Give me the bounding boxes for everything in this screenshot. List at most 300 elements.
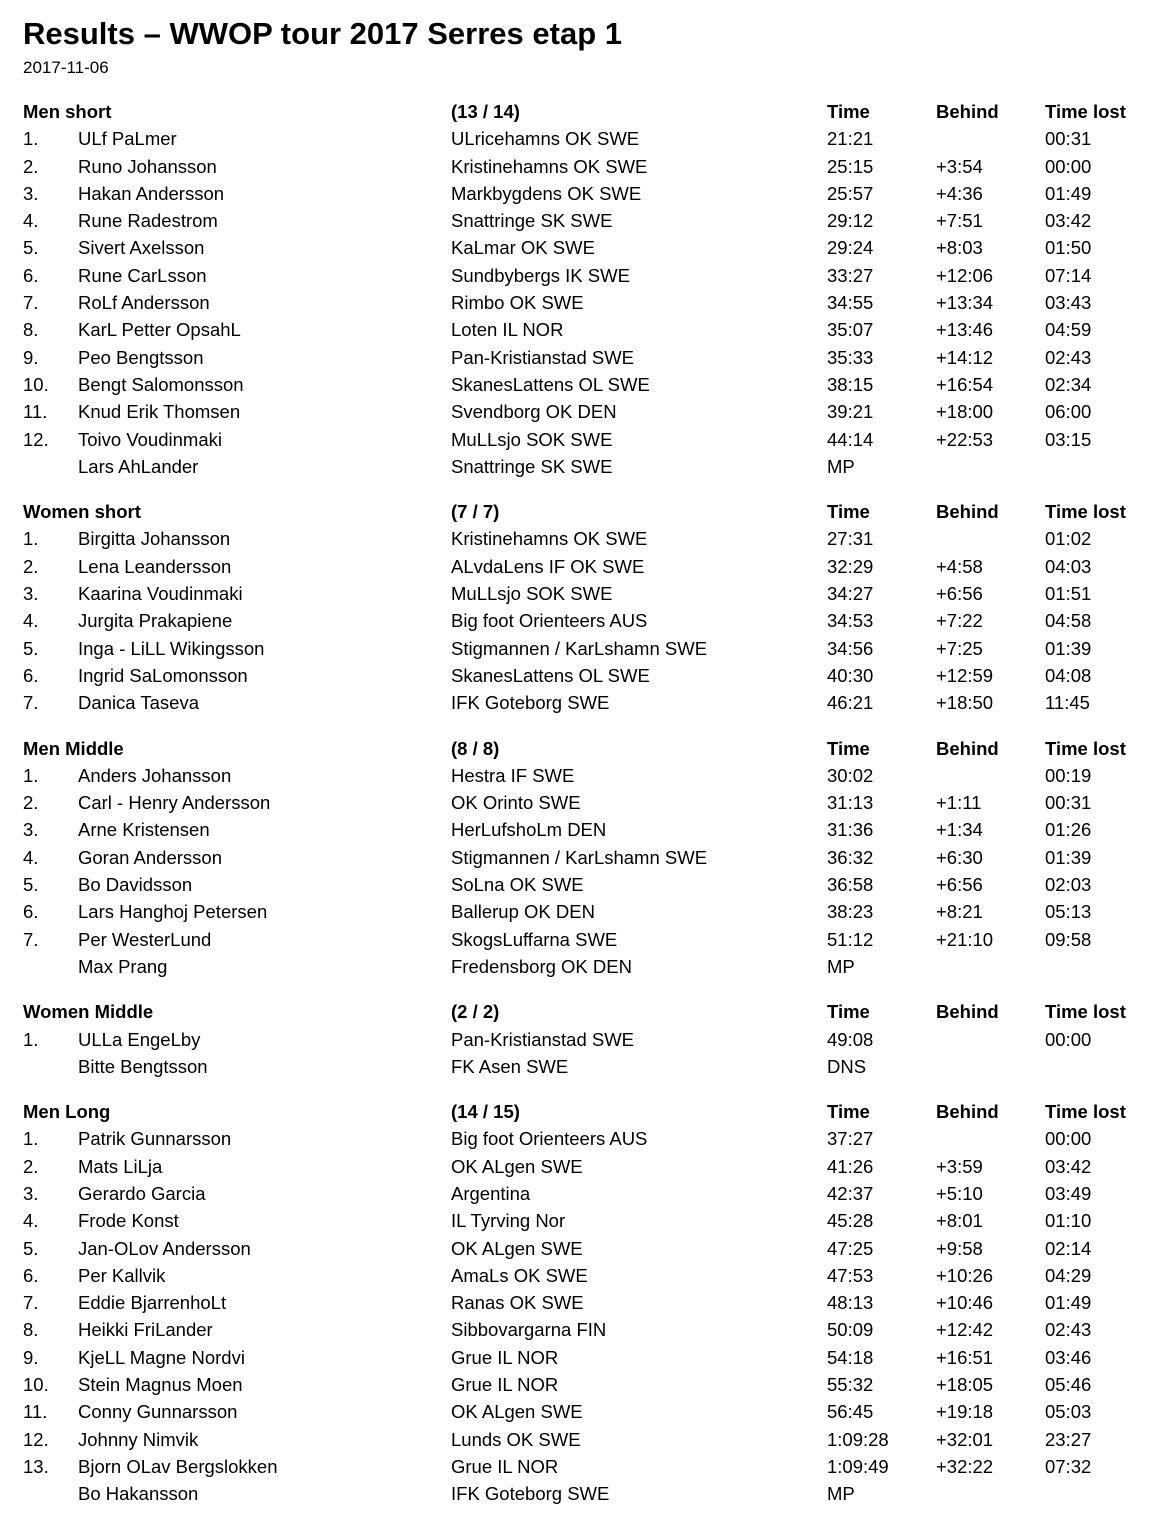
position: 12. (23, 1428, 49, 1450)
result-row (0, 1453, 1155, 1480)
result-row (0, 398, 1155, 425)
time-lost: 04:29 (1045, 1264, 1092, 1286)
section-header (0, 998, 1155, 1025)
finish-time: 35:07 (827, 319, 874, 341)
result-row (0, 180, 1155, 207)
runner-name: Ingrid SaLomonsson (78, 664, 248, 686)
time-lost: 09:58 (1045, 928, 1092, 950)
time-behind: +6:56 (936, 583, 983, 605)
finish-time: 47:25 (827, 1237, 874, 1259)
time-lost-column-header: Time lost (1045, 737, 1126, 759)
club-name: OK Orinto SWE (451, 792, 581, 814)
finish-time: MP (827, 1483, 855, 1505)
time-lost: 06:00 (1045, 401, 1092, 423)
time-behind: +12:06 (936, 264, 994, 286)
club-name: Kristinehamns OK SWE (451, 528, 648, 550)
position: 6. (23, 1264, 39, 1286)
time-behind: +7:51 (936, 210, 983, 232)
result-row (0, 871, 1155, 898)
finish-time: 51:12 (827, 928, 874, 950)
finish-time: 33:27 (827, 264, 874, 286)
finish-time: 45:28 (827, 1210, 874, 1232)
runner-name: Jan-OLov Andersson (78, 1237, 251, 1259)
time-lost: 03:42 (1045, 210, 1092, 232)
finish-time: 39:21 (827, 401, 874, 423)
club-name: Big foot Orienteers AUS (451, 610, 648, 632)
event-date: 2017-11-06 (23, 58, 109, 77)
time-behind: +8:01 (936, 1210, 983, 1232)
time-behind: +10:46 (936, 1292, 994, 1314)
result-row (0, 289, 1155, 316)
time-lost: 00:00 (1045, 1028, 1092, 1050)
finish-time: 37:27 (827, 1128, 874, 1150)
class-name: Men Long (23, 1101, 111, 1123)
result-row (0, 1235, 1155, 1262)
position: 5. (23, 1237, 39, 1259)
time-lost: 01:49 (1045, 182, 1092, 204)
result-row (0, 762, 1155, 789)
time-lost-column-header: Time lost (1045, 1101, 1126, 1123)
runner-name: ULf PaLmer (78, 128, 177, 150)
runner-name: Toivo Voudinmaki (78, 428, 222, 450)
runner-name: Birgitta Johansson (78, 528, 231, 550)
time-lost: 02:14 (1045, 1237, 1092, 1259)
club-name: SoLna OK SWE (451, 874, 584, 896)
result-row (0, 1480, 1155, 1507)
position: 1. (23, 1128, 39, 1150)
result-row (0, 898, 1155, 925)
position: 4. (23, 210, 39, 232)
time-lost: 03:49 (1045, 1182, 1092, 1204)
finish-time: 47:53 (827, 1264, 874, 1286)
page-title: Results – WWOP tour 2017 Serres etap 1 (23, 16, 622, 51)
position: 2. (23, 555, 39, 577)
club-name: Kristinehamns OK SWE (451, 155, 648, 177)
club-name: ALvdaLens IF OK SWE (451, 555, 645, 577)
runner-name: Inga - LiLL Wikingsson (78, 637, 265, 659)
time-lost: 02:34 (1045, 373, 1092, 395)
time-lost: 11:45 (1045, 692, 1090, 714)
time-lost: 04:59 (1045, 319, 1092, 341)
result-row (0, 662, 1155, 689)
time-column-header: Time (827, 1101, 870, 1123)
club-name: IL Tyrving Nor (451, 1210, 566, 1232)
club-name: OK ALgen SWE (451, 1237, 583, 1259)
time-behind: +13:34 (936, 292, 994, 314)
time-behind: +12:59 (936, 664, 994, 686)
club-name: Fredensborg OK DEN (451, 955, 632, 977)
time-lost: 05:46 (1045, 1374, 1092, 1396)
runner-name: Gerardo Garcia (78, 1182, 206, 1204)
runner-name: Carl - Henry Andersson (78, 792, 271, 814)
time-behind: +19:18 (936, 1401, 994, 1423)
finish-time: MP (827, 955, 855, 977)
results-section (0, 1098, 1155, 1507)
result-row (0, 1153, 1155, 1180)
time-lost-column-header: Time lost (1045, 101, 1126, 122)
finish-time: 30:02 (827, 764, 874, 786)
finish-time: 41:26 (827, 1155, 874, 1177)
section-header (0, 1098, 1155, 1125)
position: 7. (23, 292, 39, 314)
club-name: Stigmannen / KarLshamn SWE (451, 846, 708, 868)
club-name: HerLufshoLm DEN (451, 819, 607, 841)
result-row (0, 1207, 1155, 1234)
finish-time: 25:57 (827, 182, 874, 204)
runner-name: Stein Magnus Moen (78, 1374, 243, 1396)
club-name: Rimbo OK SWE (451, 292, 584, 314)
position: 2. (23, 792, 39, 814)
position: 10. (23, 1374, 49, 1396)
club-name: Grue IL NOR (451, 1455, 559, 1477)
club-name: Hestra IF SWE (451, 764, 575, 786)
time-column-header: Time (827, 737, 870, 759)
finish-time: 38:15 (827, 373, 874, 395)
club-name: Snattringe SK SWE (451, 210, 613, 232)
class-count: (13 / 14) (451, 101, 520, 122)
result-row (0, 1053, 1155, 1080)
behind-column-header: Behind (936, 1001, 999, 1023)
result-row (0, 816, 1155, 843)
runner-name: Mats LiLja (78, 1155, 163, 1177)
position: 8. (23, 1319, 39, 1341)
time-lost: 04:08 (1045, 664, 1092, 686)
finish-time: 38:23 (827, 901, 874, 923)
result-row (0, 453, 1155, 480)
behind-column-header: Behind (936, 1101, 999, 1123)
time-behind: +5:10 (936, 1182, 983, 1204)
club-name: Pan-Kristianstad SWE (451, 346, 635, 368)
time-behind: +18:00 (936, 401, 994, 423)
result-row (0, 635, 1155, 662)
result-row (0, 1262, 1155, 1289)
behind-column-header: Behind (936, 501, 999, 523)
finish-time: 32:29 (827, 555, 874, 577)
class-count: (7 / 7) (451, 501, 500, 523)
time-lost: 01:49 (1045, 1292, 1092, 1314)
finish-time: 34:27 (827, 583, 874, 605)
results-section (0, 998, 1155, 1080)
class-count: (14 / 15) (451, 1101, 520, 1123)
position: 11. (23, 1401, 48, 1423)
finish-time: 54:18 (827, 1346, 874, 1368)
time-behind: +32:01 (936, 1428, 994, 1450)
position: 7. (23, 1292, 39, 1314)
club-name: SkogsLuffarna SWE (451, 928, 618, 950)
result-row (0, 344, 1155, 371)
position: 2. (23, 1155, 39, 1177)
section-header (0, 98, 1155, 125)
result-row (0, 1426, 1155, 1453)
result-row (0, 1289, 1155, 1316)
results-section (0, 98, 1155, 480)
time-lost: 01:10 (1045, 1210, 1092, 1232)
result-row (0, 207, 1155, 234)
class-name: Men short (23, 101, 112, 122)
position: 10. (23, 373, 49, 395)
runner-name: Lars Hanghoj Petersen (78, 901, 268, 923)
result-row (0, 525, 1155, 552)
result-row (0, 426, 1155, 453)
result-row (0, 953, 1155, 980)
runner-name: Bo Hakansson (78, 1483, 199, 1505)
finish-time: 35:33 (827, 346, 874, 368)
runner-name: Jurgita Prakapiene (78, 610, 233, 632)
club-name: IFK Goteborg SWE (451, 692, 610, 714)
time-behind: +7:22 (936, 610, 983, 632)
runner-name: Danica Taseva (78, 692, 200, 714)
runner-name: Patrik Gunnarsson (78, 1128, 232, 1150)
time-behind: +18:05 (936, 1374, 994, 1396)
finish-time: 36:32 (827, 846, 874, 868)
time-lost: 03:15 (1045, 428, 1092, 450)
time-lost: 01:51 (1045, 583, 1092, 605)
position: 7. (23, 928, 39, 950)
result-row (0, 789, 1155, 816)
class-count: (2 / 2) (451, 1001, 500, 1023)
position: 4. (23, 1210, 39, 1232)
result-row (0, 926, 1155, 953)
finish-time: 34:56 (827, 637, 874, 659)
result-row (0, 580, 1155, 607)
club-name: Markbygdens OK SWE (451, 182, 642, 204)
time-behind: +4:58 (936, 555, 983, 577)
time-behind: +8:03 (936, 237, 983, 259)
club-name: Grue IL NOR (451, 1374, 559, 1396)
result-row (0, 153, 1155, 180)
finish-time: DNS (827, 1055, 867, 1077)
runner-name: Hakan Andersson (78, 182, 225, 204)
position: 3. (23, 819, 39, 841)
behind-column-header: Behind (936, 101, 999, 122)
runner-name: Frode Konst (78, 1210, 179, 1232)
time-behind: +21:10 (936, 928, 994, 950)
results-content (0, 98, 1155, 1526)
position: 9. (23, 1346, 39, 1368)
position: 8. (23, 319, 39, 341)
time-lost: 05:13 (1045, 901, 1092, 923)
class-name: Men Middle (23, 737, 124, 759)
club-name: Ballerup OK DEN (451, 901, 595, 923)
time-lost: 01:39 (1045, 846, 1092, 868)
position: 13. (23, 1455, 49, 1477)
club-name: MuLLsjo SOK SWE (451, 428, 613, 450)
time-lost: 00:31 (1045, 792, 1092, 814)
club-name: IFK Goteborg SWE (451, 1483, 610, 1505)
runner-name: Goran Andersson (78, 846, 222, 868)
position: 3. (23, 583, 39, 605)
runner-name: Rune Radestrom (78, 210, 218, 232)
time-behind: +6:56 (936, 874, 983, 896)
club-name: OK ALgen SWE (451, 1155, 583, 1177)
position: 6. (23, 664, 39, 686)
time-lost: 07:32 (1045, 1455, 1092, 1477)
position: 6. (23, 901, 39, 923)
time-behind: +32:22 (936, 1455, 994, 1477)
class-count: (8 / 8) (451, 737, 500, 759)
time-lost: 04:03 (1045, 555, 1092, 577)
time-lost: 04:58 (1045, 610, 1092, 632)
time-lost: 00:00 (1045, 155, 1092, 177)
time-lost: 01:39 (1045, 637, 1092, 659)
time-lost: 23:27 (1045, 1428, 1092, 1450)
position: 4. (23, 610, 39, 632)
runner-name: Johnny Nimvik (78, 1428, 199, 1450)
position: 12. (23, 428, 49, 450)
finish-time: 48:13 (827, 1292, 874, 1314)
position: 3. (23, 182, 39, 204)
runner-name: Per WesterLund (78, 928, 212, 950)
time-behind: +3:59 (936, 1155, 983, 1177)
runner-name: Anders Johansson (78, 764, 232, 786)
runner-name: Bitte Bengtsson (78, 1055, 208, 1077)
runner-name: KarL Petter OpsahL (78, 319, 241, 341)
position: 5. (23, 637, 39, 659)
finish-time: 49:08 (827, 1028, 874, 1050)
time-lost: 03:43 (1045, 292, 1092, 314)
time-behind: +18:50 (936, 692, 994, 714)
result-row (0, 125, 1155, 152)
time-behind: +1:11 (936, 792, 982, 814)
club-name: SkanesLattens OL SWE (451, 664, 650, 686)
club-name: Argentina (451, 1182, 531, 1204)
result-row (0, 1026, 1155, 1053)
result-row (0, 1344, 1155, 1371)
time-lost: 07:14 (1045, 264, 1092, 286)
time-column-header: Time (827, 1001, 870, 1023)
finish-time: 1:09:28 (827, 1428, 889, 1450)
result-row (0, 1180, 1155, 1207)
results-section (0, 735, 1155, 981)
time-behind: +16:51 (936, 1346, 994, 1368)
time-behind: +22:53 (936, 428, 994, 450)
position: 1. (23, 128, 39, 150)
result-row (0, 1371, 1155, 1398)
time-behind: +14:12 (936, 346, 994, 368)
runner-name: Lena Leandersson (78, 555, 232, 577)
section-header (0, 498, 1155, 525)
club-name: Big foot Orienteers AUS (451, 1128, 648, 1150)
time-lost-column-header: Time lost (1045, 1001, 1126, 1023)
time-behind: +6:30 (936, 846, 983, 868)
runner-name: Max Prang (78, 955, 168, 977)
result-row (0, 371, 1155, 398)
runner-name: Bjorn OLav Bergslokken (78, 1455, 278, 1477)
position: 5. (23, 874, 39, 896)
time-behind: +4:36 (936, 182, 983, 204)
club-name: SkanesLattens OL SWE (451, 373, 650, 395)
club-name: Stigmannen / KarLshamn SWE (451, 637, 708, 659)
club-name: Grue IL NOR (451, 1346, 559, 1368)
finish-time: 25:15 (827, 155, 874, 177)
club-name: Svendborg OK DEN (451, 401, 617, 423)
position: 1. (23, 1028, 39, 1050)
time-lost: 00:19 (1045, 764, 1092, 786)
finish-time: 55:32 (827, 1374, 874, 1396)
time-lost: 03:46 (1045, 1346, 1092, 1368)
finish-time: 31:13 (827, 792, 874, 814)
result-row (0, 1316, 1155, 1343)
finish-time: 29:12 (827, 210, 874, 232)
result-row (0, 553, 1155, 580)
position: 7. (23, 692, 39, 714)
position: 2. (23, 155, 39, 177)
time-behind: +7:25 (936, 637, 983, 659)
runner-name: Arne Kristensen (78, 819, 210, 841)
finish-time: 34:55 (827, 292, 874, 314)
club-name: Loten IL NOR (451, 319, 564, 341)
finish-time: 29:24 (827, 237, 874, 259)
result-row (0, 844, 1155, 871)
result-row (0, 316, 1155, 343)
club-name: KaLmar OK SWE (451, 237, 595, 259)
position: 6. (23, 264, 39, 286)
time-lost: 01:50 (1045, 237, 1092, 259)
runner-name: Lars AhLander (78, 455, 199, 477)
result-row (0, 689, 1155, 716)
finish-time: 27:31 (827, 528, 874, 550)
time-behind: +3:54 (936, 155, 983, 177)
finish-time: MP (827, 455, 855, 477)
position: 4. (23, 846, 39, 868)
finish-time: 21:21 (827, 128, 874, 150)
finish-time: 46:21 (827, 692, 874, 714)
runner-name: Runo Johansson (78, 155, 217, 177)
result-row (0, 607, 1155, 634)
time-behind: +1:34 (936, 819, 983, 841)
result-row (0, 234, 1155, 261)
time-column-header: Time (827, 501, 870, 523)
runner-name: ULLa EngeLby (78, 1028, 201, 1050)
club-name: ULricehamns OK SWE (451, 128, 640, 150)
time-lost: 02:43 (1045, 346, 1092, 368)
runner-name: Eddie BjarrenhoLt (78, 1292, 227, 1314)
finish-time: 56:45 (827, 1401, 874, 1423)
class-name: Women short (23, 501, 141, 523)
runner-name: Sivert Axelsson (78, 237, 205, 259)
result-row (0, 262, 1155, 289)
class-name: Women Middle (23, 1001, 154, 1023)
club-name: Snattringe SK SWE (451, 455, 613, 477)
time-behind: +10:26 (936, 1264, 994, 1286)
time-lost: 00:31 (1045, 128, 1092, 150)
runner-name: KjeLL Magne Nordvi (78, 1346, 245, 1368)
result-row (0, 1398, 1155, 1425)
result-row (0, 1125, 1155, 1152)
club-name: MuLLsjo SOK SWE (451, 583, 613, 605)
club-name: OK ALgen SWE (451, 1401, 583, 1423)
runner-name: Knud Erik Thomsen (78, 401, 241, 423)
finish-time: 40:30 (827, 664, 874, 686)
finish-time: 50:09 (827, 1319, 874, 1341)
position: 9. (23, 346, 39, 368)
time-lost: 01:02 (1045, 528, 1092, 550)
club-name: Lunds OK SWE (451, 1428, 581, 1450)
runner-name: Rune CarLsson (78, 264, 207, 286)
time-lost: 05:03 (1045, 1401, 1092, 1423)
club-name: Ranas OK SWE (451, 1292, 584, 1314)
time-lost: 02:43 (1045, 1319, 1092, 1341)
position: 1. (23, 764, 39, 786)
time-behind: +9:58 (936, 1237, 983, 1259)
club-name: FK Asen SWE (451, 1055, 569, 1077)
club-name: Sundbybergs IK SWE (451, 264, 630, 286)
runner-name: Bo Davidsson (78, 874, 193, 896)
runner-name: RoLf Andersson (78, 292, 210, 314)
runner-name: Conny Gunnarsson (78, 1401, 238, 1423)
runner-name: Peo Bengtsson (78, 346, 204, 368)
runner-name: Kaarina Voudinmaki (78, 583, 243, 605)
